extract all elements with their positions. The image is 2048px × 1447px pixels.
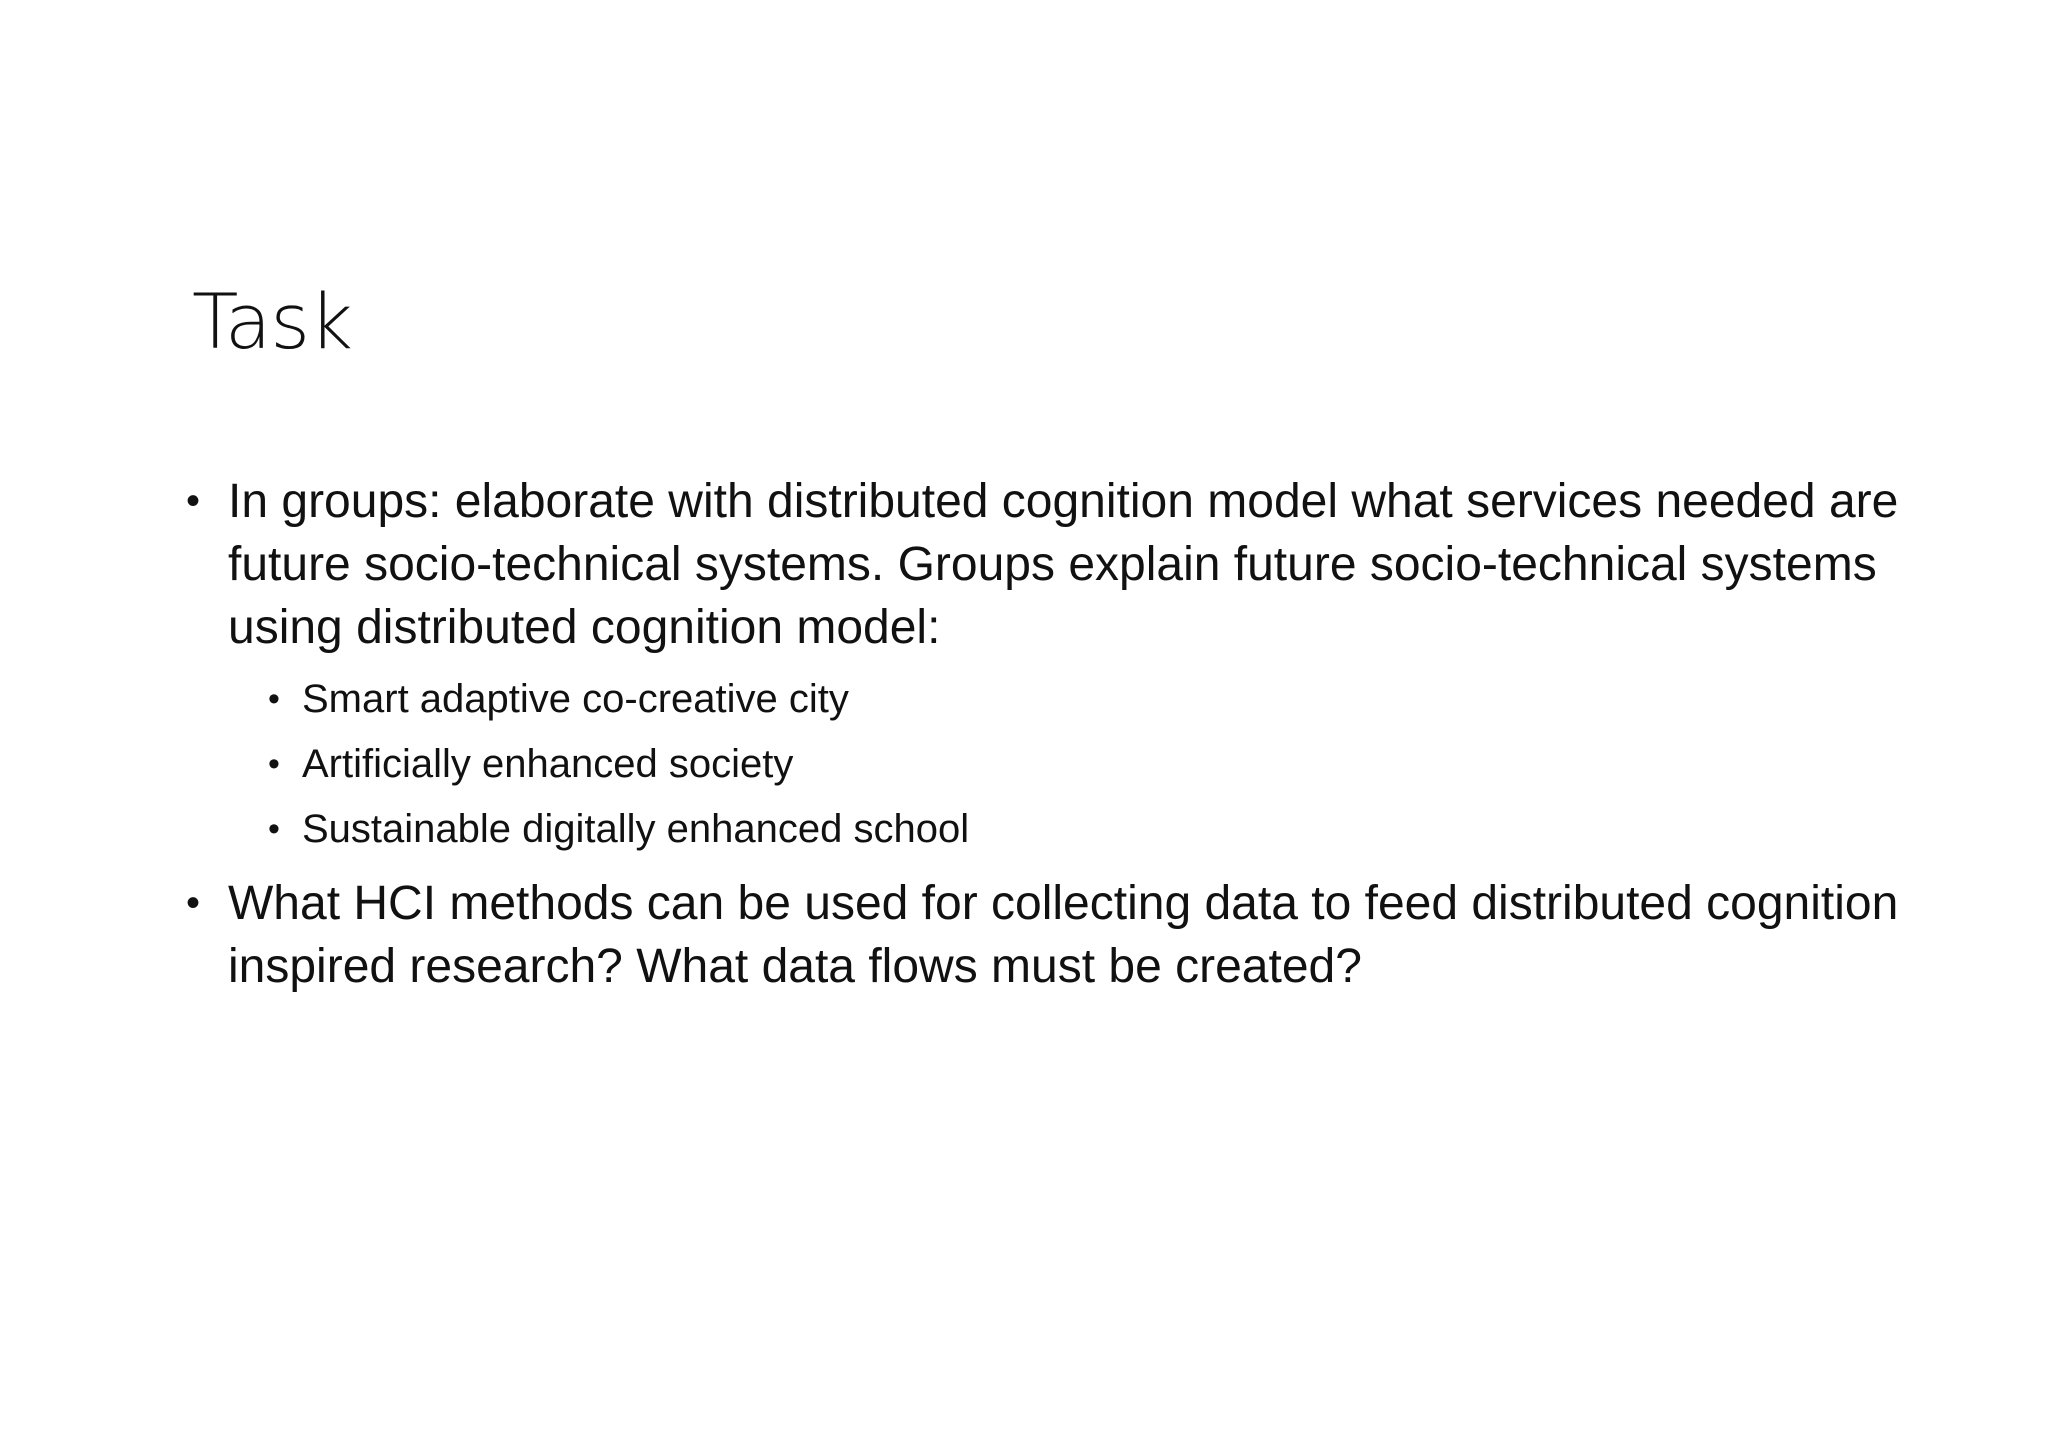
bullet-item-groups [180, 470, 1900, 862]
sub-bullet-list [228, 667, 1900, 862]
bullet-icon: • [186, 881, 201, 925]
bullet-icon: • [268, 680, 280, 718]
sub-bullet-text: Artificially enhanced society [302, 742, 794, 786]
bullet-icon: • [186, 479, 201, 523]
bullet-list [180, 470, 1900, 998]
slide-title: Task [192, 277, 353, 366]
bullet-item-hci-methods [180, 872, 1900, 998]
sub-bullet-item-city [228, 667, 1900, 732]
sub-bullet-item-school [228, 797, 1900, 862]
sub-bullet-item-society [228, 732, 1900, 797]
bullet-icon: • [268, 810, 280, 848]
bullet-text: What HCI methods can be used for collecting data to feed distributed cognition inspired research? What data flows must be created? [228, 877, 1899, 993]
sub-bullet-text: Sustainable digitally enhanced school [302, 807, 970, 851]
bullet-icon: • [268, 745, 280, 783]
bullet-text: In groups: elaborate with distributed cognition model what services needed are future socio-technical systems. Groups explain future socio-technical systems using distributed cognition model: [228, 475, 1899, 654]
sub-bullet-text: Smart adaptive co-creative city [302, 677, 849, 721]
